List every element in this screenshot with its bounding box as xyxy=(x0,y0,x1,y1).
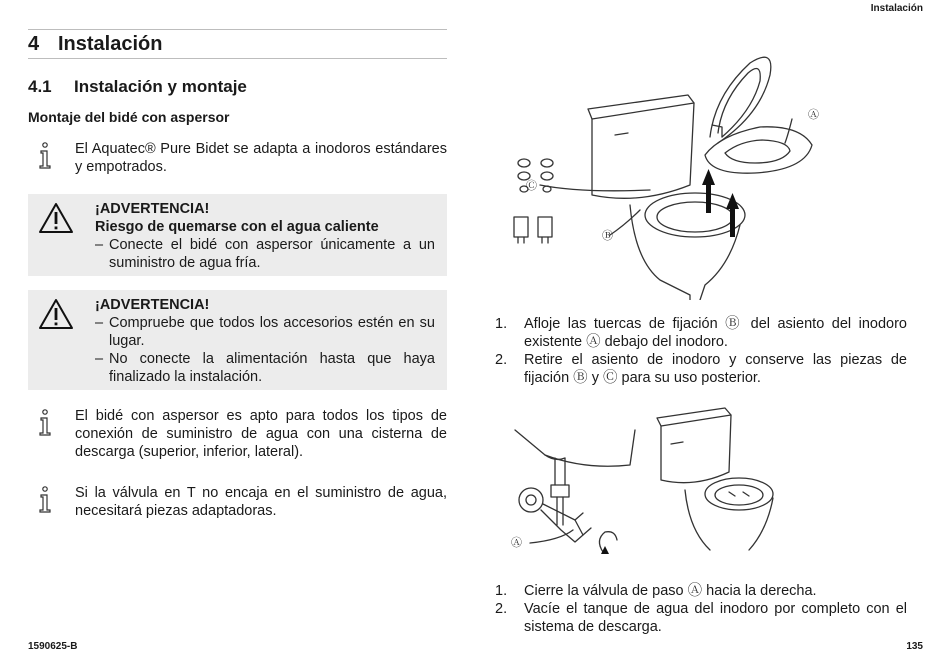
running-header: Instalación xyxy=(870,3,923,14)
info-icon xyxy=(37,142,53,170)
top-rule xyxy=(28,29,447,30)
subsection-heading: Montaje del bidé con aspersor xyxy=(28,109,230,125)
chapter-title: Instalación xyxy=(58,33,163,55)
warning-title: ¡ADVERTENCIA! xyxy=(95,201,210,217)
warning-subtitle: Riesgo de quemarse con el agua caliente xyxy=(95,219,379,235)
callout-c: Ⓒ xyxy=(526,179,537,192)
warning-item: – Compruebe que todos los accesorios estén en su lugar. xyxy=(95,315,435,349)
section-number: 4.1 xyxy=(28,77,52,96)
section-title: Instalación y montaje xyxy=(74,77,247,96)
warning-box-2 xyxy=(28,290,447,390)
warning-icon xyxy=(38,202,74,234)
heading-rule xyxy=(28,58,447,59)
step-item: 1. Afloje las tuercas de fijación Ⓑ del asiento del inodoro existente Ⓐ debajo del inodoro. xyxy=(495,316,907,350)
info-note-1 xyxy=(28,140,447,176)
callout-a: Ⓐ xyxy=(808,108,819,121)
steps-list-2 xyxy=(495,582,907,636)
warning-item: – No conecte la alimentación hasta que haya finalizado la instalación. xyxy=(95,351,435,385)
seat-removal-illustration xyxy=(500,45,830,300)
note-text: El bidé con aspersor es apto para todos los tipos de conexión de suministro de agua con una cisterna de descarga (superior, inferior, lateral). xyxy=(75,408,447,460)
info-icon xyxy=(37,486,53,514)
callout-b: Ⓑ xyxy=(602,229,613,242)
document-number: 1590625-B xyxy=(28,641,78,652)
chapter-heading xyxy=(28,33,162,56)
info-note-3 xyxy=(28,484,447,520)
valve-shutoff-illustration xyxy=(505,400,785,565)
warning-item: – Conecte el bidé con aspersor únicamente a un suministro de agua fría. xyxy=(95,237,435,271)
section-heading xyxy=(28,77,247,97)
warning-title: ¡ADVERTENCIA! xyxy=(95,297,210,313)
page-number: 135 xyxy=(906,641,923,652)
info-icon xyxy=(37,409,53,437)
steps-list-1 xyxy=(495,315,907,387)
note-text: El Aquatec® Pure Bidet se adapta a inodoros estándares y empotrados. xyxy=(75,141,447,175)
step-item: 2. Retire el asiento de inodoro y conserve las piezas de fijación Ⓑ y Ⓒ para su uso posterior. xyxy=(495,352,907,386)
step-item: 2. Vacíe el tanque de agua del inodoro por completo con el sistema de descarga. xyxy=(495,601,907,635)
callout-a: Ⓐ xyxy=(511,536,522,549)
chapter-number: 4 xyxy=(28,33,40,55)
warning-box-1 xyxy=(28,194,447,276)
warning-icon xyxy=(38,298,74,330)
info-note-2 xyxy=(28,407,447,461)
step-item: 1. Cierre la válvula de paso Ⓐ hacia la derecha. xyxy=(495,583,817,599)
note-text: Si la válvula en T no encaja en el suministro de agua, necesitará piezas adaptadoras. xyxy=(75,485,447,519)
